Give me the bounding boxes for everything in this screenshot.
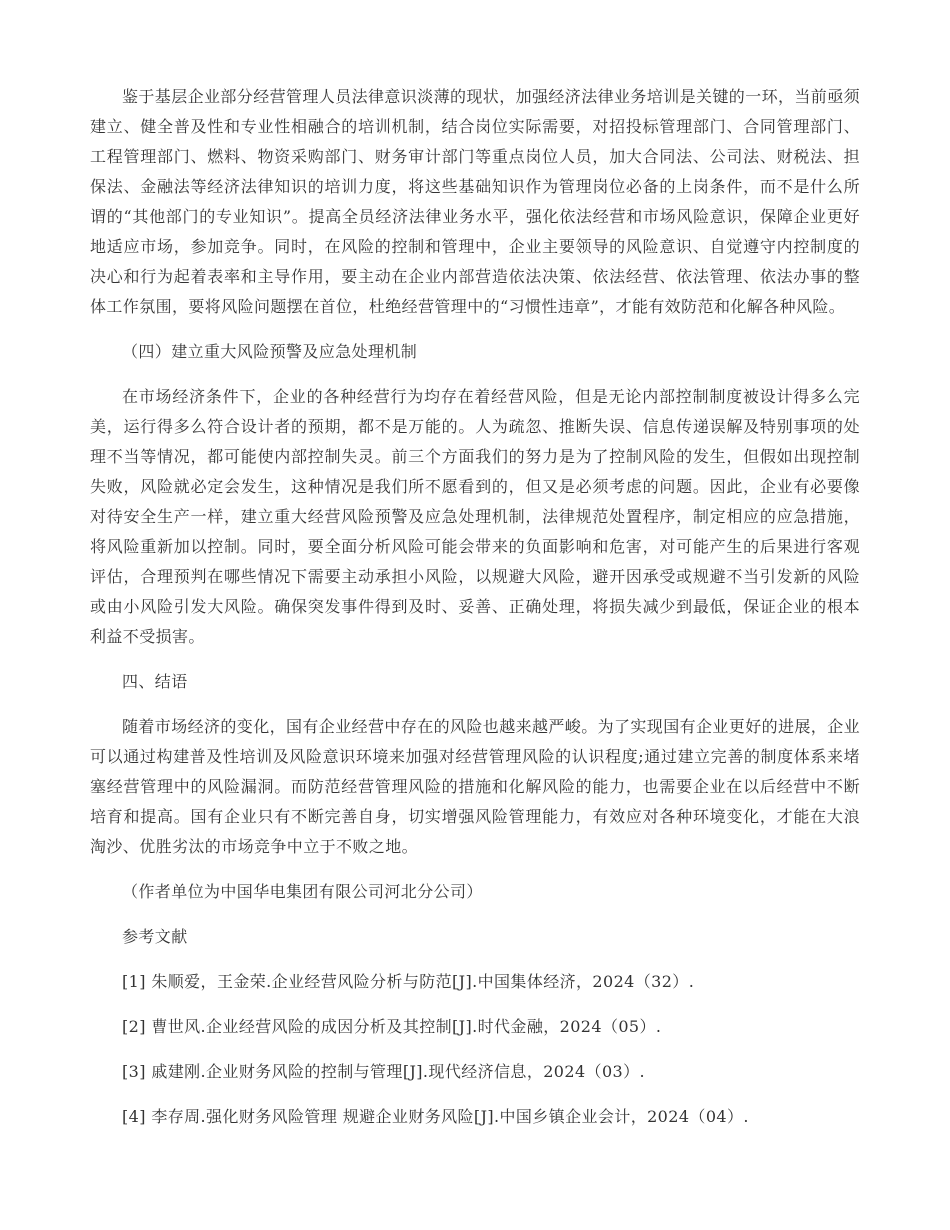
reference-item-3: [3] 戚建刚.企业财务风险的控制与管理[J].现代经济信息，2024（03）.	[122, 1062, 645, 1081]
paragraph-conclusion: 随着市场经济的变化，国有企业经营中存在的风险也越来越严峻。为了实现国有企业更好的进展，企业可以通过构建普及性培训及风险意识环境来加强对经营管理风险的认识程度;通过建立完善的制度体系来堵塞经营管理中的风险漏洞。而防范经营管理风险的措施和化解风险的能力，也需要企业在以后经营中不断培育和提高。国有企业只有不断完善自身，切实增强风险管理能力，有效应对各种环境变化，才能在大浪淘沙、优胜劣汰的市场竞争中立于不败之地。	[90, 717, 861, 856]
reference-item-4: [4] 李存周.强化财务风险管理 规避企业财务风险[J].中国乡镇企业会计，2024（04）.	[122, 1107, 749, 1126]
reference-item-1: [1] 朱顺爱，王金荣.企业经营风险分析与防范[J].中国集体经济，2024（32）.	[122, 972, 695, 991]
paragraph-risk-warning-mechanism: 在市场经济条件下，企业的各种经营行为均存在着经营风险，但是无论内部控制制度被设计得多么完美，运行得多么符合设计者的预期，都不是万能的。人为疏忽、推断失误、信息传递误解及特别事项的处理不当等情况，都可能使内部控制失灵。前三个方面我们的努力是为了控制风险的发生，但假如出现控制失败，风险就必定会发生，这种情况是我们所不愿看到的，但又是必须考虑的问题。因此，企业有必要像对待安全生产一样，建立重大经营风险预警及应急处理机制，法律规范处置程序，制定相应的应急措施，将风险重新加以控制。同时，要全面分析风险可能会带来的负面影响和危害，对可能产生的后果进行客观评估，合理预判在哪些情况下需要主动承担小风险，以规避大风险，避开因承受或规避不当引发新的风险或由小风险引发大风险。确保突发事件得到及时、妥善、正确处理，将损失减少到最低，保证企业的根本利益不受损害。	[90, 387, 860, 646]
heading-conclusion: 四、结语	[122, 672, 188, 691]
heading-references: 参考文献	[122, 927, 188, 946]
heading-section-four-risk-warning: （四）建立重大风险预警及应急处理机制	[122, 342, 418, 361]
author-affiliation-note: （作者单位为中国华电集团有限公司河北分公司）	[122, 882, 483, 901]
reference-item-2: [2] 曹世风.企业经营风险的成因分析及其控制[J].时代金融，2024（05）.	[122, 1017, 662, 1036]
paragraph-legal-training: 鉴于基层企业部分经营管理人员法律意识淡薄的现状，加强经济法律业务培训是关键的一环，当前亟须建立、健全普及性和专业性相融合的培训机制，结合岗位实际需要，对招投标管理部门、合同管理部门、工程管理部门、燃料、物资采购部门、财务审计部门等重点岗位人员，加大合同法、公司法、财税法、担保法、金融法等经济法律知识的培训力度，将这些基础知识作为管理岗位必备的上岗条件，而不是什么所谓的“其他部门的专业知识”。提高全员经济法律业务水平，强化依法经营和市场风险意识，保障企业更好地适应市场，参加竞争。同时，在风险的控制和管理中，企业主要领导的风险意识、自觉遵守内控制度的决心和行为起着表率和主导作用，要主动在企业内部营造依法决策、依法经营、依法管理、依法办事的整体工作氛围，要将风险问题摆在首位，杜绝经营管理中的“习惯性违章”，才能有效防范和化解各种风险。	[90, 87, 861, 316]
